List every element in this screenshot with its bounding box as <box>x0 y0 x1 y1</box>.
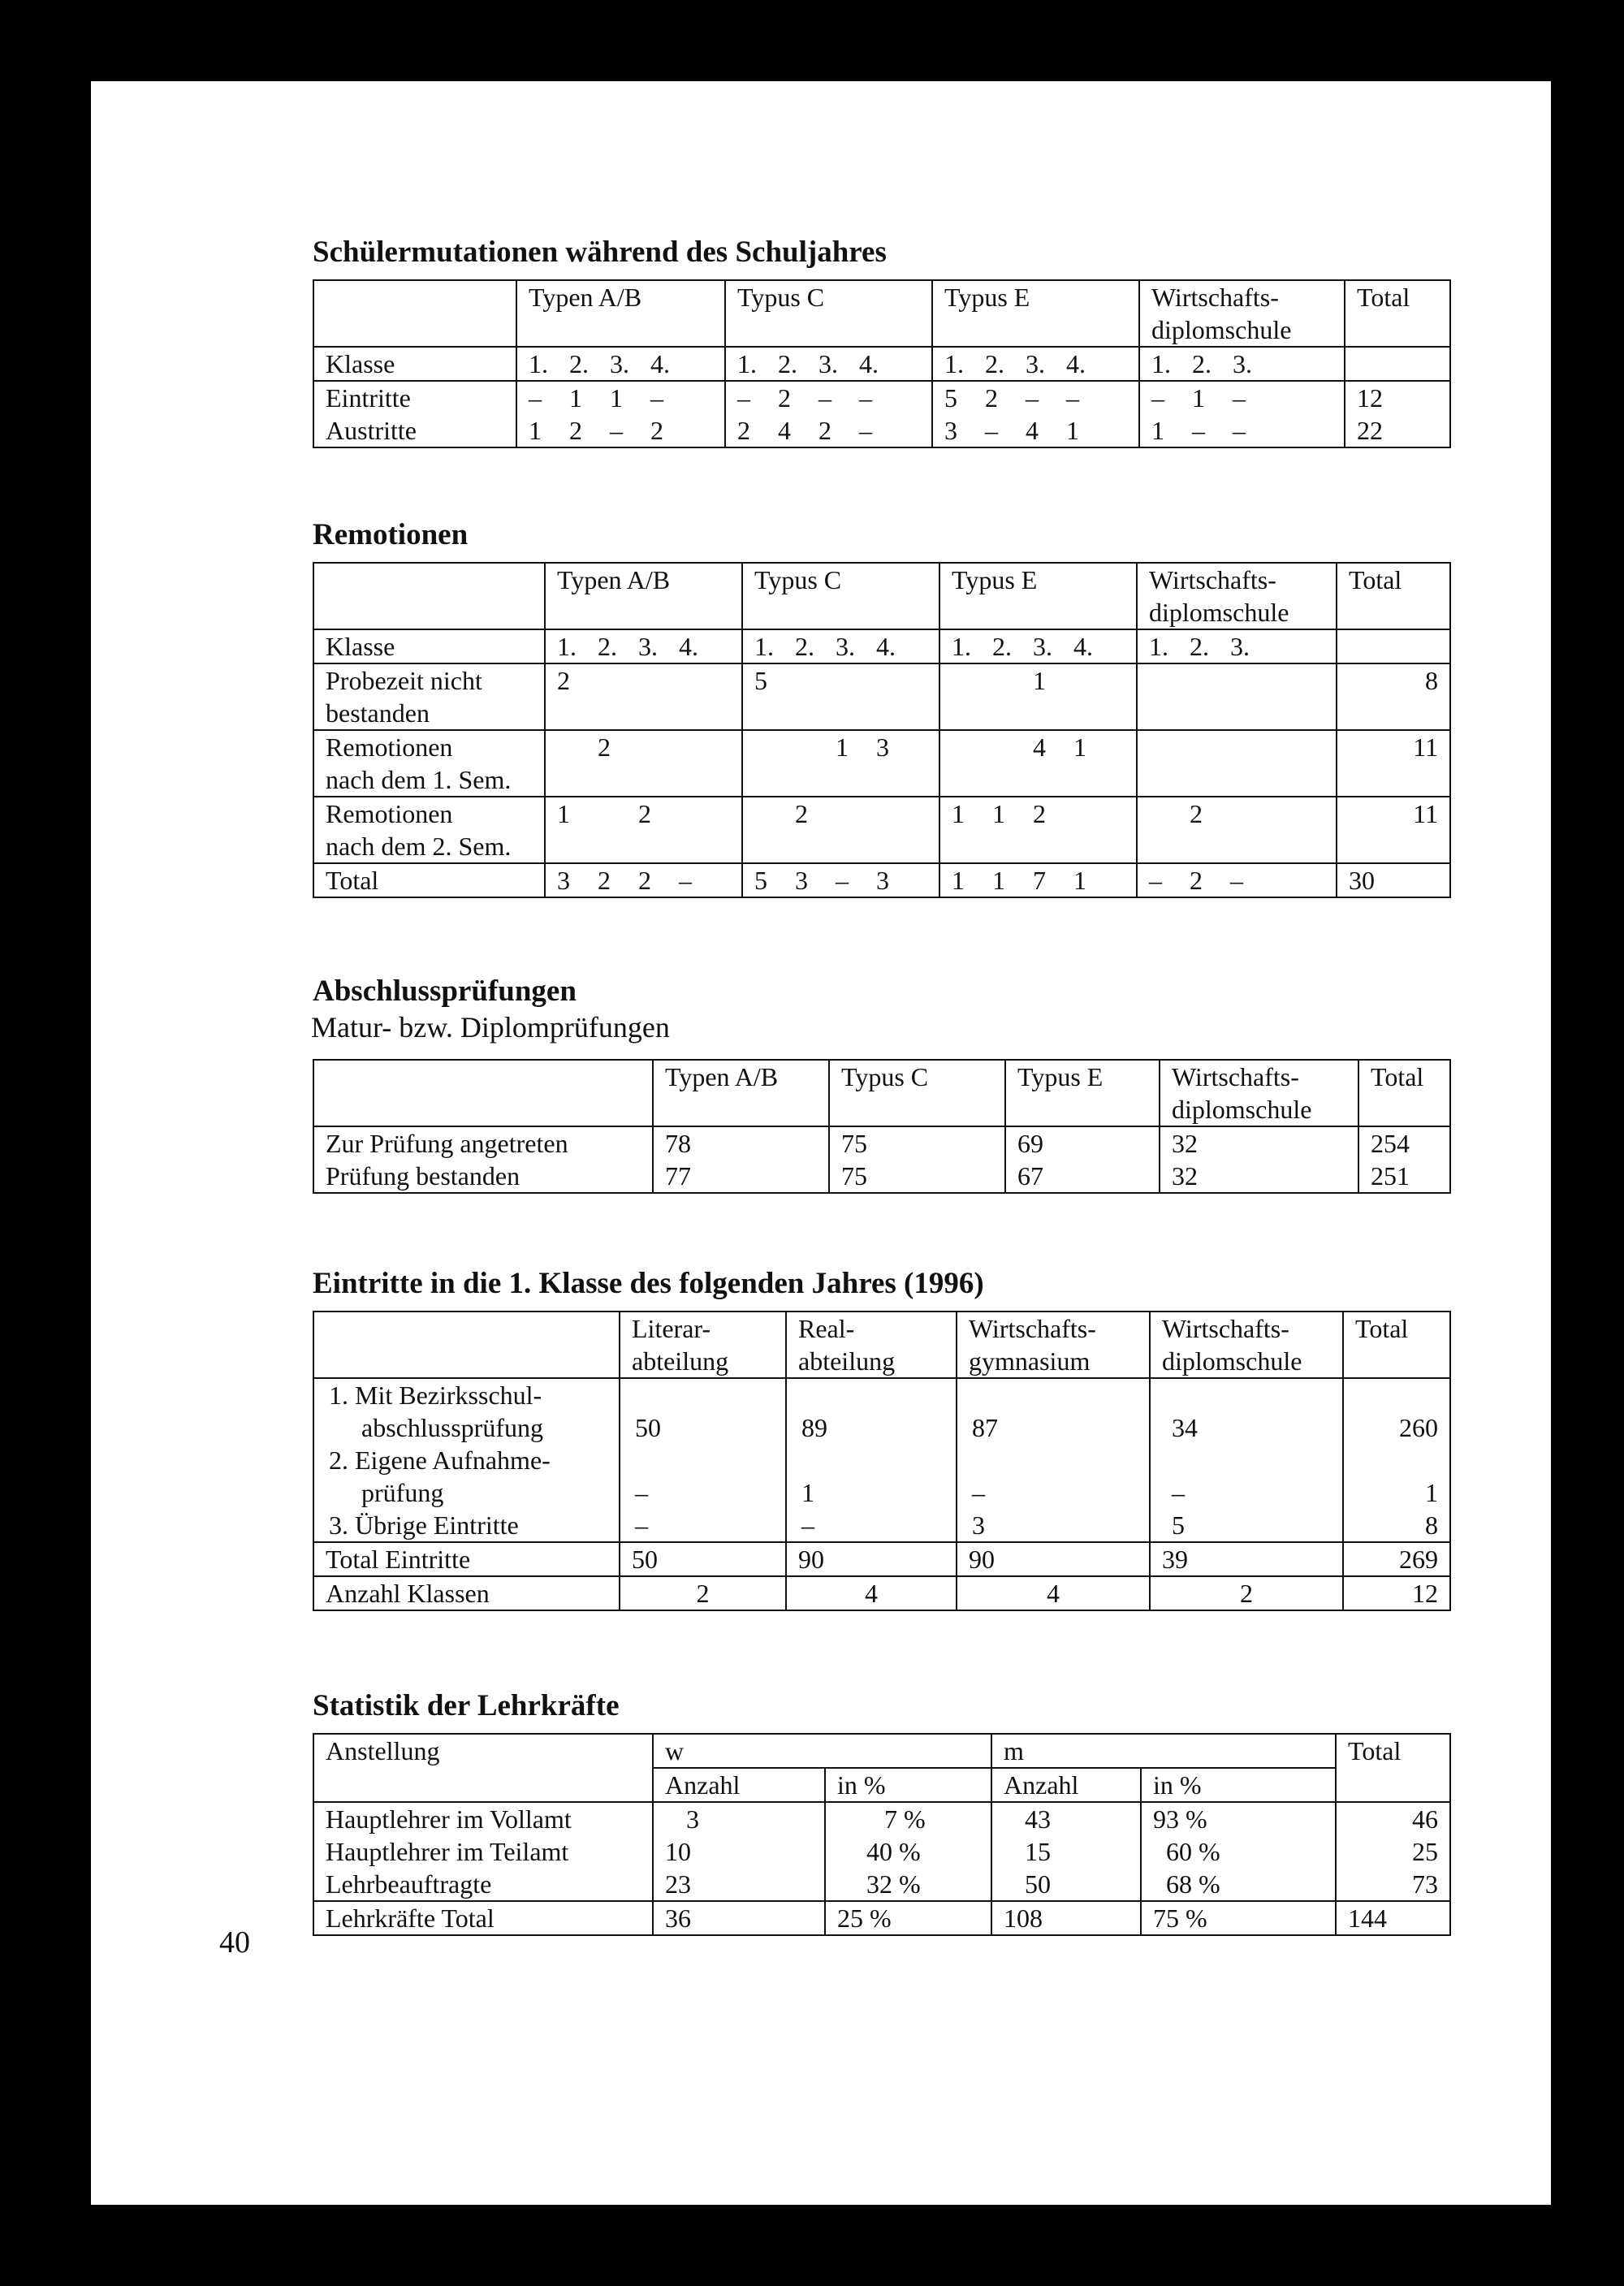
cell: 50 <box>991 1868 1141 1901</box>
col-header-total: Total <box>1343 1312 1450 1378</box>
col-header-total: Total <box>1358 1060 1450 1126</box>
col-header-total: Total <box>1336 1734 1450 1802</box>
cell: 2 <box>1150 1576 1343 1610</box>
klasse-cells: 1. 2. 3. <box>1139 347 1345 381</box>
cell: 75 <box>829 1160 1005 1193</box>
page-number: 40 <box>219 1925 250 1960</box>
col-header-total: Total <box>1345 280 1450 347</box>
table-row: Eintritte – 1 1 – – 2 – – 5 2 – – – 1 – 12 <box>313 381 1450 414</box>
total-row <box>313 1542 1450 1576</box>
total-cell: 30 <box>1337 863 1450 897</box>
total-cell: 12 <box>1345 381 1450 414</box>
col-header-wirtschaftsdiplomschule: Wirtschafts- diplomschule <box>1139 280 1345 347</box>
table-lehrkraefte <box>313 1733 1451 1936</box>
row-label: Austritte <box>313 414 516 447</box>
col-header-typus-c: Typus C <box>725 280 932 347</box>
row-label: Probezeit nicht bestanden <box>313 663 545 730</box>
table-abschlusspruefungen <box>313 1059 1451 1194</box>
total-cell: 269 <box>1343 1542 1450 1576</box>
col-header-anzahl: Anzahl <box>991 1768 1141 1802</box>
cell: 40 % <box>825 1835 991 1868</box>
col-header-typen-ab: Typen A/B <box>545 563 742 629</box>
row-label: Prüfung bestanden <box>313 1160 653 1193</box>
section-title-eintritte: Eintritte in die 1. Klasse des folgenden Jahres (1996) <box>313 1267 984 1300</box>
total-cell: 25 <box>1336 1835 1450 1868</box>
table-row: Austritte 1 2 – 2 2 4 2 – 3 – 4 1 1 – – 22 <box>313 414 1450 447</box>
klasse-cells: 1. 2. 3. 4. <box>725 347 932 381</box>
total-cell: 73 <box>1336 1868 1450 1901</box>
row-label: Zur Prüfung angetreten <box>313 1126 653 1160</box>
col-header-realabteilung: Real- abteilung <box>786 1312 957 1378</box>
section-title-schuelermutationen: Schülermutationen während des Schuljahres <box>313 236 887 269</box>
col-header-typus-e: Typus E <box>1005 1060 1160 1126</box>
table-header-row <box>313 280 1450 347</box>
cell: 25 % <box>825 1901 991 1935</box>
total-cell: 11 <box>1337 730 1450 797</box>
cell: 78 <box>653 1126 829 1160</box>
cell: 75 <box>829 1126 1005 1160</box>
cell: 67 <box>1005 1160 1160 1193</box>
col-header-anzahl: Anzahl <box>653 1768 825 1802</box>
cell: 93 % <box>1141 1802 1336 1835</box>
total-cell: 254 <box>1358 1126 1450 1160</box>
table-schuelermutationen <box>313 279 1451 448</box>
col-header-total: Total <box>1337 563 1450 629</box>
total-row <box>313 1901 1450 1935</box>
table-row <box>313 1802 1450 1835</box>
cell: 4 <box>957 1576 1150 1610</box>
col-header-wirtschaftsdiplomschule: Wirtschafts- diplomschule <box>1150 1312 1343 1378</box>
cell: 75 % <box>1141 1901 1336 1935</box>
table-row <box>313 1835 1450 1868</box>
table-eintritte <box>313 1311 1451 1611</box>
table-header-row <box>313 1734 1450 1768</box>
section-title-abschlusspruefungen: Abschlussprüfungen <box>313 974 577 1008</box>
cell: 43 <box>991 1802 1141 1835</box>
total-cell: 46 <box>1336 1802 1450 1835</box>
col-header-wirtschaftsgymnasium: Wirtschafts- gymnasium <box>957 1312 1150 1378</box>
cell: 36 <box>653 1901 825 1935</box>
col-header-in-pct: in % <box>1141 1768 1336 1802</box>
row-label-total: Total Eintritte <box>313 1542 620 1576</box>
col-header-w: w <box>653 1734 991 1768</box>
cell: 15 <box>991 1835 1141 1868</box>
table-row <box>313 1126 1450 1160</box>
cell: 77 <box>653 1160 829 1193</box>
cell: 32 <box>1160 1126 1358 1160</box>
cell: 108 <box>991 1901 1141 1935</box>
cell: 3 <box>653 1802 825 1835</box>
cell: 23 <box>653 1868 825 1901</box>
cell: 68 % <box>1141 1868 1336 1901</box>
cell: 32 % <box>825 1868 991 1901</box>
table-row: Probezeit nicht bestanden 2 5 1 8 <box>313 663 1450 730</box>
table-remotionen <box>313 562 1451 898</box>
cell: 4 <box>786 1576 957 1610</box>
total-cell: 22 <box>1345 414 1450 447</box>
table-row: 1. Mit Bezirksschul- abschlussprüfung 2. Eigene Aufnahme- prüfung 3. Übrige Eintritte 50 – – 89 1 – 87 – 3 34 – 5 260 1 8 <box>313 1378 1450 1542</box>
table-header-row <box>313 1060 1450 1126</box>
col-header-wirtschaftsdiplomschule: Wirtschafts- diplomschule <box>1160 1060 1358 1126</box>
row-label: Eintritte <box>313 381 516 414</box>
cell: 32 <box>1160 1160 1358 1193</box>
table-row: Remotionen nach dem 2. Sem. 1 2 2 1 1 2 2 11 <box>313 797 1450 863</box>
row-label-klassen: Anzahl Klassen <box>313 1576 620 1610</box>
col-header-typus-c: Typus C <box>829 1060 1005 1126</box>
cell: 7 % <box>825 1802 991 1835</box>
cell: 69 <box>1005 1126 1160 1160</box>
col-header-typen-ab: Typen A/B <box>653 1060 829 1126</box>
row-label: Hauptlehrer im Vollamt <box>313 1802 653 1835</box>
cell: 2 <box>620 1576 786 1610</box>
col-header-m: m <box>991 1734 1336 1768</box>
klasse-row <box>313 347 1450 381</box>
total-cell: 251 <box>1358 1160 1450 1193</box>
total-cell: 11 <box>1337 797 1450 863</box>
cell: 10 <box>653 1835 825 1868</box>
total-cell: 12 <box>1343 1576 1450 1610</box>
col-header-typus-e: Typus E <box>932 280 1139 347</box>
section-title-lehrkraefte: Statistik der Lehrkräfte <box>313 1689 620 1722</box>
cell: 50 <box>620 1542 786 1576</box>
col-header-in-pct: in % <box>825 1768 991 1802</box>
col-header-typus-e: Typus E <box>939 563 1137 629</box>
col-header-typus-c: Typus C <box>742 563 939 629</box>
klasse-row: Klasse 1. 2. 3. 4. 1. 2. 3. 4. 1. 2. 3. 4. 1. 2. 3. <box>313 629 1450 663</box>
table-row: Remotionen nach dem 1. Sem. 2 1 3 4 1 11 <box>313 730 1450 797</box>
klassen-row <box>313 1576 1450 1610</box>
cell: 60 % <box>1141 1835 1336 1868</box>
table-header-row <box>313 1312 1450 1378</box>
row-labels: 1. Mit Bezirksschul- abschlussprüfung 2. Eigene Aufnahme- prüfung 3. Übrige Eintritte <box>313 1378 620 1542</box>
row-label-klasse: Klasse <box>313 629 545 663</box>
table-header-row <box>313 563 1450 629</box>
section-subtitle: Matur- bzw. Diplomprüfungen <box>311 1011 670 1044</box>
row-label-total: Total <box>313 863 545 897</box>
table-row <box>313 1868 1450 1901</box>
cell: 90 <box>957 1542 1150 1576</box>
cell: 90 <box>786 1542 957 1576</box>
row-label: Remotionen nach dem 1. Sem. <box>313 730 545 797</box>
col-header-anstellung: Anstellung <box>313 1734 653 1802</box>
klasse-cells: 1. 2. 3. 4. <box>516 347 725 381</box>
col-header-typen-ab: Typen A/B <box>516 280 725 347</box>
row-label: Lehrbeauftragte <box>313 1868 653 1901</box>
cell: 39 <box>1150 1542 1343 1576</box>
total-cell: 144 <box>1336 1901 1450 1935</box>
row-label: Remotionen nach dem 2. Sem. <box>313 797 545 863</box>
row-label-klasse: Klasse <box>313 347 516 381</box>
col-header-wirtschaftsdiplomschule: Wirtschafts- diplomschule <box>1137 563 1337 629</box>
total-cell: 8 <box>1337 663 1450 730</box>
col-header-literarabteilung: Literar- abteilung <box>620 1312 786 1378</box>
section-title-remotionen: Remotionen <box>313 518 469 551</box>
table-row <box>313 1160 1450 1193</box>
total-row: Total 3 2 2 – 5 3 – 3 1 1 7 1 – 2 – 30 <box>313 863 1450 897</box>
row-label: Hauptlehrer im Teilamt <box>313 1835 653 1868</box>
row-label-total: Lehrkräfte Total <box>313 1901 653 1935</box>
klasse-cells: 1. 2. 3. 4. <box>932 347 1139 381</box>
